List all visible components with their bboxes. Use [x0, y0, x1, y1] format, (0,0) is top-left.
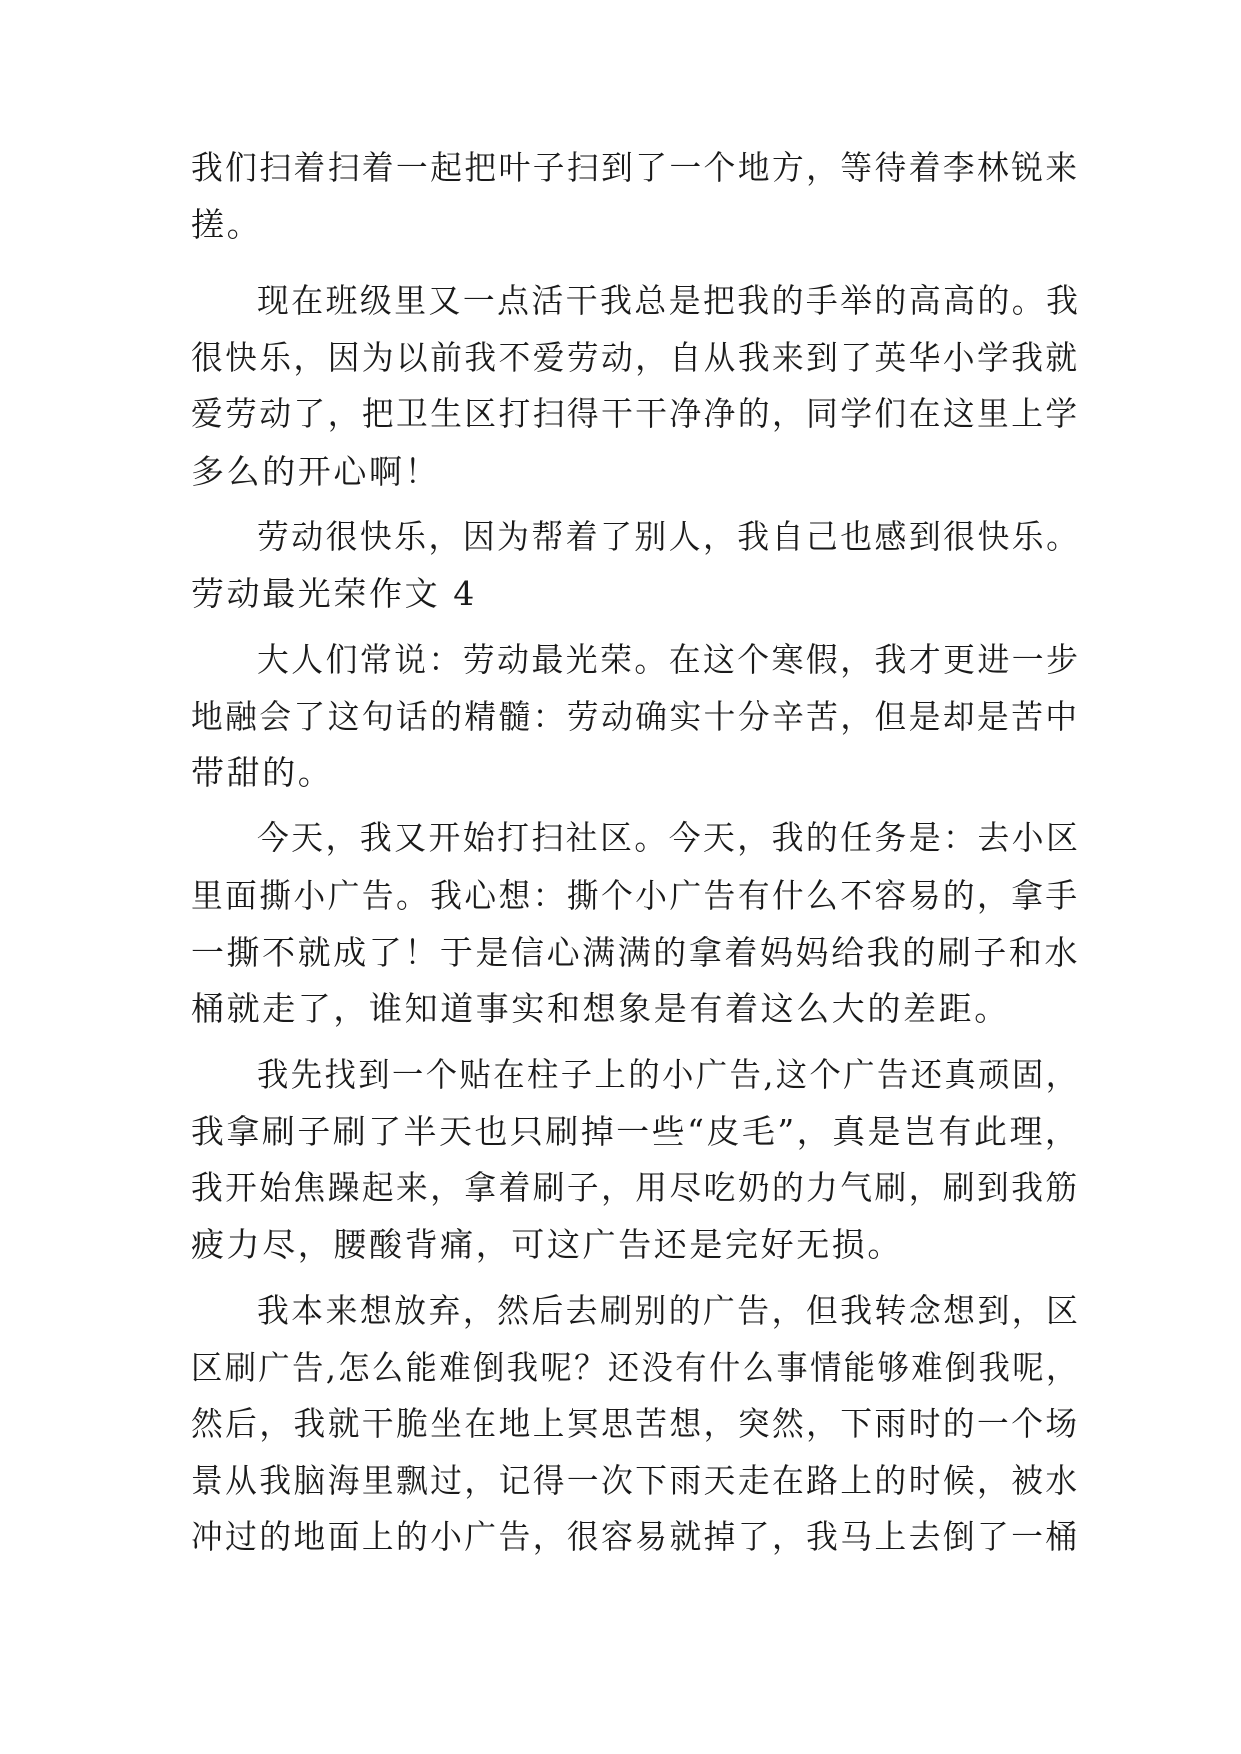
text-line: 疲力尽，腰酸背痛，可这广告还是完好无损。 — [191, 1225, 903, 1264]
text-line: 里面撕小广告。我心想：撕个小广告有什么不容易的，拿手 — [191, 876, 1080, 915]
text-line: 我开始焦躁起来，拿着刷子，用尽吃奶的力气刷，刷到我筋 — [191, 1168, 1080, 1207]
text-line: 我们扫着扫着一起把叶子扫到了一个地方，等待着李林锐来 — [191, 148, 1080, 187]
text-line: 很快乐，因为以前我不爱劳动，自从我来到了英华小学我就 — [191, 338, 1080, 377]
text-line: 爱劳动了，把卫生区打扫得干干净净的，同学们在这里上学 — [191, 394, 1080, 433]
section-heading: 劳动最光荣作文 4 — [191, 574, 477, 613]
text-line: 带甜的。 — [191, 753, 334, 792]
text-line: 我本来想放弃，然后去刷别的广告，但我转念想到，区 — [257, 1291, 1081, 1330]
text-line: 劳动很快乐，因为帮着了别人，我自己也感到很快乐。 — [257, 517, 1081, 556]
text-line: 然后，我就干脆坐在地上冥思苦想，突然，下雨时的一个场 — [191, 1404, 1080, 1443]
text-line: 地融会了这句话的精髓：劳动确实十分辛苦，但是却是苦中 — [191, 697, 1080, 736]
text-line: 景从我脑海里飘过，记得一次下雨天走在路上的时候，被水 — [191, 1461, 1080, 1500]
text-line: 一撕不就成了！于是信心满满的拿着妈妈给我的刷子和水 — [191, 933, 1081, 972]
text-line: 冲过的地面上的小广告，很容易就掉了，我马上去倒了一桶 — [191, 1517, 1080, 1556]
text-line: 现在班级里又一点活干我总是把我的手举的高高的。我 — [257, 281, 1081, 320]
text-line: 桶就走了，谁知道事实和想象是有着这么大的差距。 — [191, 989, 1010, 1028]
text-line: 今天，我又开始打扫社区。今天，我的任务是：去小区 — [257, 818, 1081, 857]
text-line: 我拿刷子刷了半天也只刷掉一些“皮毛”，真是岂有此理， — [191, 1112, 1081, 1151]
text-line: 多么的开心啊！ — [191, 452, 441, 491]
text-line: 大人们常说：劳动最光荣。在这个寒假，我才更进一步 — [257, 640, 1081, 679]
text-line: 搓。 — [191, 205, 263, 244]
text-line: 我先找到一个贴在柱子上的小广告,这个广告还真顽固， — [257, 1055, 1080, 1094]
text-line: 区刷广告,怎么能难倒我呢？还没有什么事情能够难倒我呢， — [191, 1348, 1080, 1387]
